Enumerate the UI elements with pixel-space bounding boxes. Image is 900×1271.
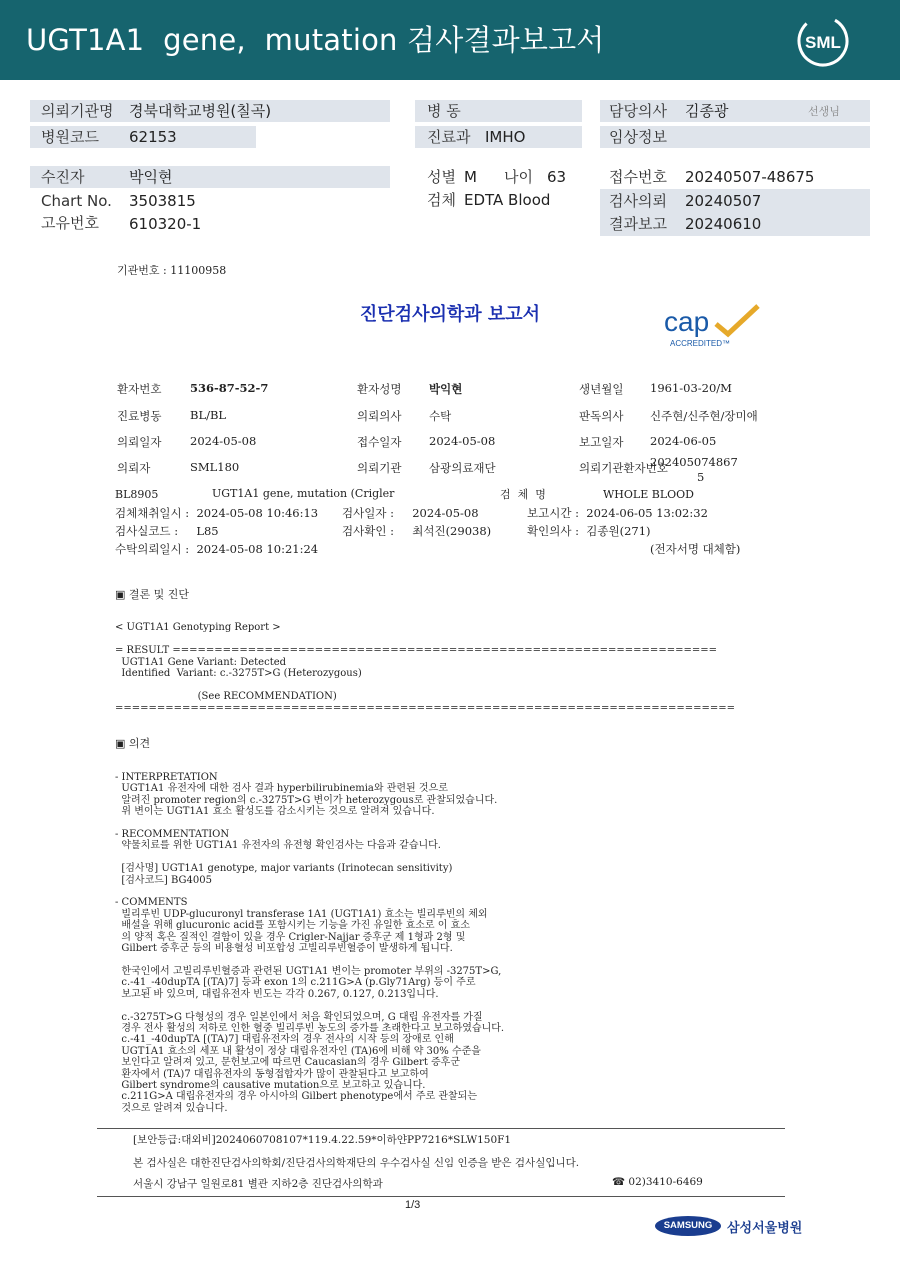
test-date: 검사일자 : 2024-05-08 [342, 506, 479, 520]
report-field-value: SML180 [190, 460, 240, 474]
institution-number: 기관번호 : 11100958 [117, 264, 227, 277]
genotype-result-block: < UGT1A1 Genotyping Report > = RESULT ================================================================= UGT1A1 Gene Variant: Detected Identified Variant: c.-3275T>G (Heterozygous) (See RECOMMENDATION) ========================================================================== [115, 622, 736, 714]
report-field-value: 박익현 [429, 382, 463, 396]
inst-value: 경북대학교병원(칠곡) [129, 102, 272, 120]
samsung-logo-text: SAMSUNG [663, 1220, 713, 1231]
unique-value: 610320-1 [129, 215, 202, 233]
security-line: [보안등급:대외비]2024060708107*119.4.22.59*이하얀PP7216*SLW150F1 [133, 1134, 512, 1146]
dept-label: 진료과 [427, 128, 471, 146]
opinion-text: - INTERPRETATION UGT1A1 유전자에 대한 검사 결과 hyperbilirubinemia와 관련된 것으로 알려진 promoter region의 c.-3275T>G 변이가 heterozygous로 관찰되었습니다. 위 변이는 UGT1A1 효소 활성도를 감소시키는 것으로 알려져 있습니다. - RECOMMENTATION 약물치료를 위한 UGT1A1 유전자의 유전형 확인검사는 다음과 같습니다. [검사명] UGT1A1 genotype, major variants (Irinotecan sensitivity) [검사코드] BG4005 - COMMENTS 빌리루빈 UDP-glucuronyl transferase 1A1 (UGT1A1) 효소는 빌리루빈의 체외 배설을 위해 glucuronic acid를 포함시키는 기능을 가진 유일한 효소로 이 효소 의 양적 혹은 질적인 결함이 있을 경우 Crigler-Najjar 증후군 제 1형과 2형 및 Gilbert 증후군 등의 비용혈성 비포합성 고빌리루빈혈증이 발생하게 됩니다. 한국인에서 고빌리루빈혈증과 관련된 UGT1A1 변이는 promoter 부위의 -3275T>G, c.-41_-40dupTA [(TA)7] 등과 exon 1의 c.211G>A (p.Gly71Arg) 등이 주로 보고된 바 있으며, 대립유전자 빈도는 각각 0.267, 0.127, 0.213입니다. c.-3275T>G 다형성의 경우 일본인에서 처음 확인되었으며, G 대립 유전자를 가질 경우 전사 활성의 저하로 인한 혈중 빌리루빈 농도의 증가를 초래한다고 보고하였습니다. c.-41_-40dupTA [(TA)7] 대립유전자의 경우 전사의 시작 등의 장애로 인해 UGT1A1 효소의 세포 내 활성이 정상 대립유전자인 (TA)6에 비해 약 30% 수준을 보인다고 알려져 있고, 문헌보고에 따르면 Caucasian의 경우 Gilbert 증후군 환자에서 (TA)7 대립유전자의 동형접합자가 많이 관찰된다고 보고하여 Gilbert syndrome의 causative mutation으로 보고하고 있습니다. c.211G>A 대립유전자의 경우 아시아의 Gilbert phenotype에서 주로 관찰되는 것으로 알려져 있습니다. [115, 772, 505, 1114]
req-label: 검사의뢰 [609, 192, 667, 210]
samsung-logo [655, 1216, 721, 1236]
section-conclusion: ▣ 결론 및 진단 [115, 588, 190, 601]
sex-value: M [464, 168, 477, 186]
report-field-value: BL/BL [190, 408, 227, 422]
collect-datetime: 검체채취일시 : 2024-05-08 10:46:13 [115, 506, 319, 520]
report-field-value: 536-87-52-7 [190, 381, 269, 395]
report-header [0, 0, 900, 80]
accept-datetime: 수탁의뢰일시 : 2024-05-08 10:21:24 [115, 542, 319, 556]
section-opinion: ▣ 의견 [115, 737, 151, 750]
test-code: BL8905 [115, 488, 159, 501]
test-name: UGT1A1 gene, mutation (Crigler [212, 487, 395, 500]
clinic-label: 임상정보 [609, 128, 667, 146]
report-field-label: 의뢰기관 [357, 461, 402, 475]
report-field-label: 의뢰일자 [117, 435, 162, 449]
report-field-value: 2024-05-08 [190, 434, 257, 448]
report-field-label: 환자성명 [357, 382, 402, 396]
hospital-name: 삼성서울병원 [727, 1220, 803, 1235]
report-field-label: 접수일자 [357, 435, 402, 449]
report-time: 보고시간 : 2024-06-05 13:02:32 [527, 506, 708, 520]
report-field-value: 1961-03-20/M [650, 381, 732, 395]
sml-logo-icon [796, 14, 850, 68]
code-label: 병원코드 [41, 128, 99, 146]
age-label: 나이 [504, 168, 533, 186]
req-value: 20240507 [685, 192, 762, 210]
report-field-value: 202405074867 [650, 455, 738, 469]
recv-value: 20240507-48675 [685, 168, 815, 186]
report-field-label: 보고일자 [579, 435, 624, 449]
lab-report-title: 진단검사의학과 보고서 [359, 304, 541, 325]
svg-text:SML: SML [805, 33, 841, 52]
lab-room-code: 검사실코드 : L85 [115, 524, 219, 538]
age-value: 63 [547, 168, 567, 186]
patient-value: 박익현 [129, 168, 173, 186]
specimen-name-label: 검 체 명 [500, 488, 546, 501]
recv-label: 접수번호 [609, 168, 667, 186]
report-field-label: 환자번호 [117, 382, 162, 396]
report-field-label: 생년월일 [579, 382, 624, 396]
chart-value: 3503815 [129, 192, 196, 210]
footer-bottom-rule [97, 1196, 785, 1197]
res-value: 20240610 [685, 215, 762, 233]
doctor-label: 담당의사 [609, 102, 667, 120]
lab-phone: ☎ 02)3410-6469 [612, 1176, 703, 1188]
cap-subtext: ACCREDITED™ [670, 339, 731, 348]
report-row4-extra: 5 [697, 470, 705, 484]
ward-label: 병 동 [427, 102, 461, 120]
lab-address: 서울시 강남구 일원로81 별관 지하2층 진단검사의학과 [133, 1178, 383, 1190]
test-confirm: 검사확인 : 최석진(29038) [342, 524, 492, 538]
chart-label: Chart No. [41, 192, 112, 210]
report-field-value: 삼광의료재단 [429, 461, 496, 475]
confirm-doctor: 확인의사 : 김종원(271) [527, 524, 651, 538]
specimen-name-value: WHOLE BLOOD [603, 488, 694, 501]
code-value: 62153 [129, 128, 177, 146]
footer-top-rule [97, 1128, 785, 1129]
esign-note: (전자서명 대체함) [650, 542, 741, 556]
res-label: 결과보고 [609, 215, 667, 233]
report-field-value: 2024-05-08 [429, 434, 496, 448]
doctor-suffix: 선생님 [808, 105, 840, 118]
cap-accredited-logo [664, 306, 764, 354]
certification-line: 본 검사실은 대한진단검사의학회/진단검사의학재단의 우수검사실 신임 인증을 받은 검사실입니다. [133, 1157, 580, 1169]
report-field-label: 진료병동 [117, 409, 162, 423]
report-field-label: 의뢰자 [117, 461, 151, 475]
unique-label: 고유번호 [41, 214, 99, 232]
report-field-value: 수탁 [429, 409, 452, 423]
report-title: UGT1A1 gene, mutation 검사결과보고서 [26, 23, 605, 57]
page-number: 1/3 [405, 1199, 421, 1211]
report-field-label: 판독의사 [579, 409, 624, 423]
sex-label: 성별 [427, 168, 456, 186]
report-field-label: 의뢰의사 [357, 409, 402, 423]
dept-value: IMHO [485, 128, 526, 146]
cap-checkmark-icon [712, 302, 762, 338]
inst-label: 의뢰기관명 [41, 102, 114, 120]
cap-text: cap [664, 306, 710, 337]
specimen-label: 검체 [427, 191, 456, 209]
report-field-value: 신주현/신주현/장미애 [650, 409, 758, 423]
specimen-value: EDTA Blood [464, 191, 551, 209]
report-field-value: 2024-06-05 [650, 434, 717, 448]
report-field-label: 의뢰기관환자번호 [579, 461, 668, 475]
doctor-value: 김종광 [685, 102, 729, 120]
patient-label: 수진자 [41, 168, 85, 186]
